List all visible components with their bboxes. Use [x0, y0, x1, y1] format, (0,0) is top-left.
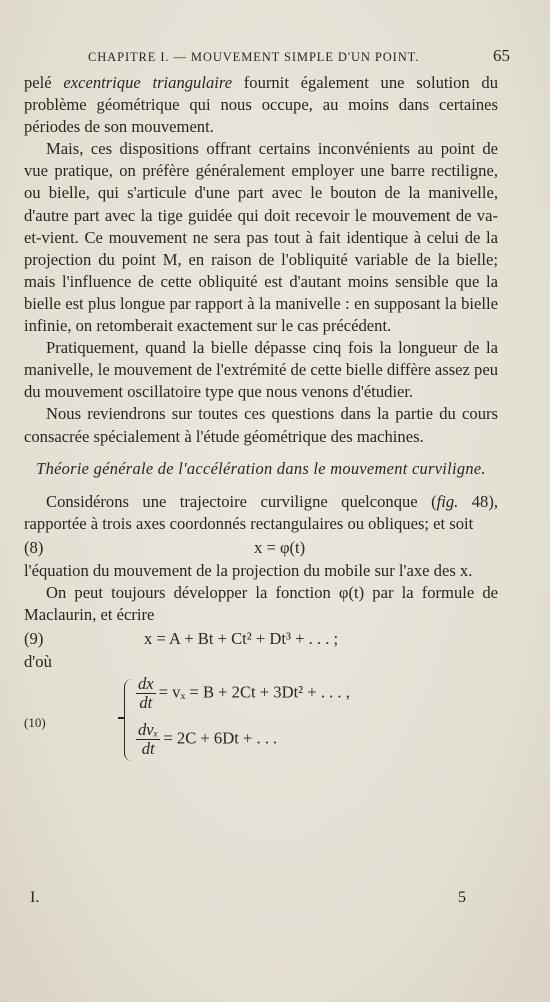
equation-10-row-1: [136, 675, 350, 712]
page-header: [22, 46, 510, 70]
section-title: Théorie générale de l'accélération dans le mouvement curviligne.: [36, 458, 486, 478]
equation-10-system: [24, 675, 498, 771]
p1-italic-term: excentrique triangulaire: [63, 73, 233, 92]
fraction-numerator: dx: [138, 674, 154, 694]
paragraph-1: [24, 72, 498, 138]
equation-8-formula: x = φ(t): [254, 537, 306, 557]
running-title: CHAPITRE I. — MOUVEMENT SIMPLE D'UN POINT.: [88, 50, 420, 64]
p5-fig-ref: fig.: [436, 491, 459, 511]
paragraph-7: On peut toujours développer la fonction φ(t) par la formule de Maclaurin, et écrire: [24, 582, 498, 624]
fraction-numerator: dvₓ: [138, 720, 159, 740]
equation-8: [24, 535, 498, 560]
paragraph-5: [24, 491, 498, 535]
equation-8-number: (8): [24, 537, 44, 557]
equation-10-number: (10): [24, 715, 46, 731]
paragraph-6: l'équation du mouvement de la projection du mobile sur l'axe des x.: [24, 560, 473, 580]
equation-9: [24, 626, 498, 651]
equation-10-row-2: [136, 721, 277, 758]
fraction-dvx-dt: [136, 721, 160, 758]
d-ou-line: d'où: [24, 652, 52, 672]
fraction-denominator: dt: [141, 739, 155, 759]
paragraph-2: Mais, ces dispositions offrant certains inconvénients au point de vue pratique, on préfère généralement employer une barre rectiligne, ou bielle, qui s'articule d'une part avec le bouton de la manivelle, d'autre part avec la tige guidée qui doit recevoir le mouvement de va-et-vient. Ce mouvement ne sera pas tout à fait identique à celui de la projection du point M, en raison de l'obliquité variable de la bielle; mais l'influence de cette obliquité est d'autant moins sensible que la bielle est plus longue par rapport à la manivelle : en supposant la bielle infinie, on retomberait exactement sur le cas précédent.: [24, 139, 498, 336]
equation-9-formula: x = A + Bt + Ct² + Dt³ + . . . ;: [144, 629, 339, 649]
equation-10-row-2-rest: = 2C + 6Dt + . . .: [163, 728, 278, 748]
curly-brace: [124, 679, 133, 761]
p5-text-start: Considérons une trajectoire curviligne quelconque (: [46, 491, 437, 511]
page-footer: [30, 889, 466, 913]
p5-text-end: 48), rapportée à trois axes coordonnés rectangulaires ou obliques; et soit: [24, 491, 498, 533]
fraction-dx-dt: [136, 675, 156, 712]
signature-mark-right: 5: [458, 889, 466, 906]
equation-10-row-1-rest: = vₓ = B + 2Ct + 3Dt² + . . . ,: [158, 682, 350, 702]
equation-9-number: (9): [24, 629, 44, 649]
paragraph-3: Pratiquement, quand la bielle dépasse cinq fois la longueur de la manivelle, le mouvement de l'extrémité de cette bielle diffère assez peu du mouvement oscillatoire type que nous venons d'étudier.: [24, 338, 499, 402]
p1-text-end: fournit également une solution du problème géométrique qui nous occupe, au moins dans certaines périodes de son mouvement.: [24, 73, 498, 137]
page-number: 65: [493, 46, 510, 65]
fraction-denominator: dt: [139, 693, 153, 713]
paragraph-4: Nous reviendrons sur toutes ces questions dans la partie du cours consacrée spécialement à l'étude géométrique des machines.: [24, 404, 498, 446]
page-body: [24, 72, 498, 771]
signature-mark-left: I.: [30, 889, 40, 906]
p1-text-start: pelé: [24, 73, 64, 92]
